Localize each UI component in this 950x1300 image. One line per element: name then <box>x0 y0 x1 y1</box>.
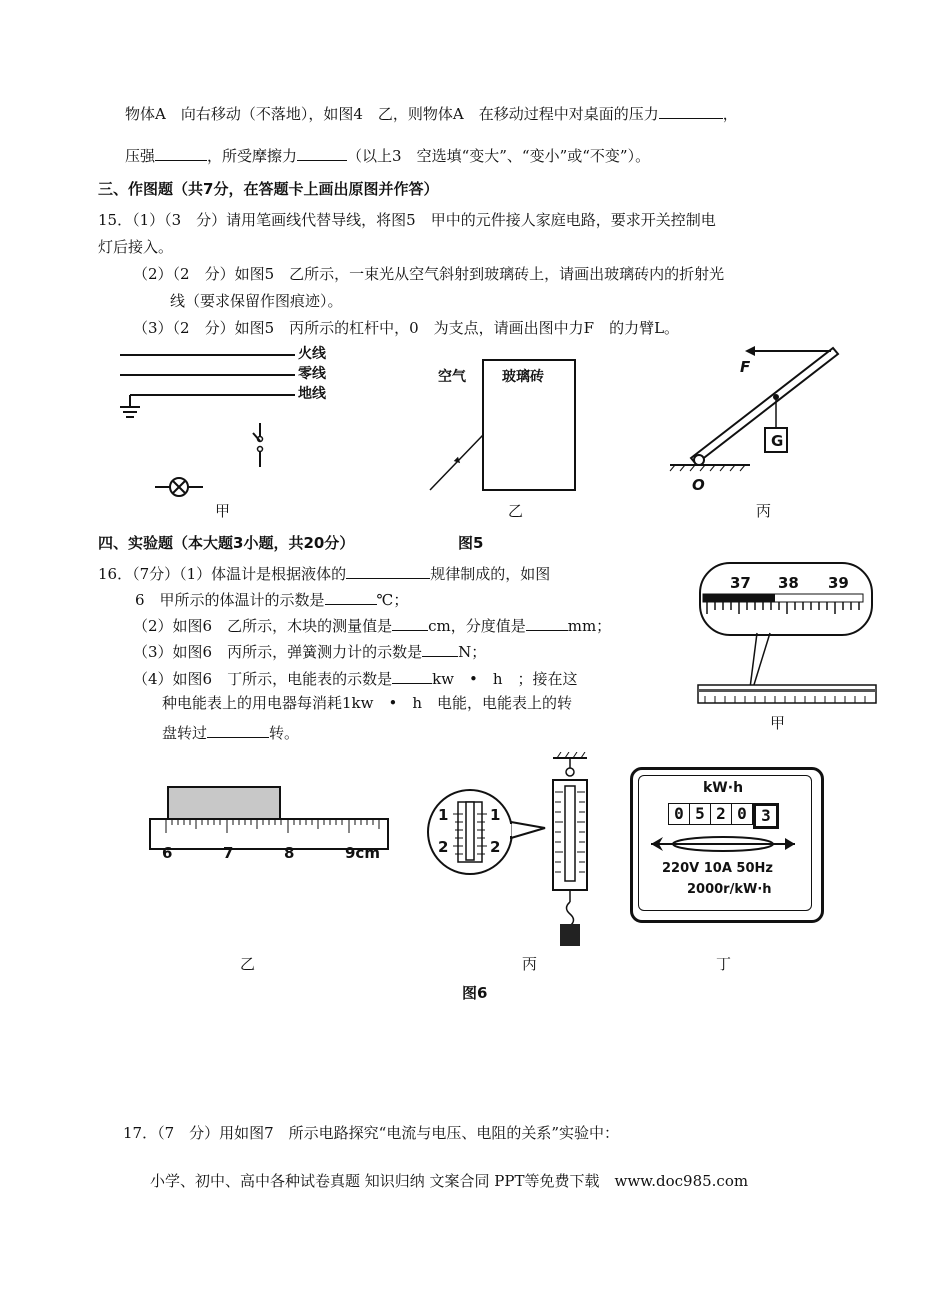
fig6-sub-d: 丁 <box>716 955 732 973</box>
fig5-sub-a: 甲 <box>215 502 231 520</box>
fig6-caption: 图6 <box>462 984 488 1002</box>
meter-disk-icon <box>645 832 805 856</box>
mercury-column <box>703 594 775 602</box>
scale-tick-1-right: 1 <box>490 806 501 824</box>
fig5-caption: 图5 <box>458 534 484 552</box>
scale-tick-1-left: 1 <box>438 806 449 824</box>
switch-icon <box>253 423 263 467</box>
meter-digit: 0 <box>668 803 690 825</box>
fig6-ruler <box>148 782 393 852</box>
fig6-sub-c: 丙 <box>522 955 538 973</box>
ground-symbol <box>120 395 140 417</box>
thermo-tick-38: 38 <box>778 574 799 592</box>
answer-blank[interactable] <box>207 723 269 738</box>
scale-tick-2-right: 2 <box>490 838 501 856</box>
q14-line1: 物体A 向右移动（不落地），如图4 乙，则物体A 在移动过程中对桌面的压力 ， <box>125 105 738 123</box>
lamp-icon <box>155 478 203 496</box>
answer-blank[interactable] <box>297 146 347 161</box>
answer-blank[interactable] <box>659 104 723 119</box>
ruler-tick-6: 6 <box>162 844 173 862</box>
q15-part3: （3）（2 分）如图5 丙所示的杠杆中，0 为支点，请画出图中力F 的力臂L。 <box>133 319 680 337</box>
fig6-sub-b: 乙 <box>240 955 256 973</box>
answer-blank[interactable] <box>422 642 458 657</box>
answer-blank[interactable] <box>392 616 428 631</box>
q16-line4: （3）如图6 丙所示，弹簧测力计的示数是 N； <box>133 643 487 661</box>
fig6-spring-scale <box>425 752 605 952</box>
footer-ad[interactable]: 小学、初中、高中各种试卷真题 知识归纳 文案合同 PPT等免费下载 www.doc985.com <box>150 1172 749 1190</box>
meter-digits <box>668 803 779 829</box>
weight-label: G <box>771 432 784 450</box>
air-label: 空气 <box>438 369 466 385</box>
meter-digit: 2 <box>711 803 732 825</box>
q15-part2-line1: （2）（2 分）如图5 乙所示，一束光从空气斜射到玻璃砖上，请画出玻璃砖内的折射光 <box>133 265 725 283</box>
q16-line2: 6 甲所示的体温计的示数是 ℃； <box>135 591 409 609</box>
hook-icon <box>567 902 574 926</box>
answer-blank[interactable] <box>392 669 432 684</box>
fig6-sub-a: 甲 <box>770 714 786 732</box>
answer-blank[interactable] <box>155 146 207 161</box>
q14-line2: 压强 ，所受摩擦力 （以上3 空选填“变大”、“变小”或“不变”）。 <box>125 147 651 165</box>
answer-blank[interactable] <box>346 564 430 579</box>
q17-text: 17．（7 分）用如图7 所示电路探究“电流与电压、电阻的关系”实验中： <box>123 1124 620 1142</box>
q16-line3: （2）如图6 乙所示，木块的测量值是 cm，分度值是 mm； <box>133 617 612 635</box>
meter-spec-line1: 220V 10A 50Hz <box>662 861 773 876</box>
ground-wire-label: 地线 <box>298 386 326 402</box>
q15-part2-line2: 线（要求保留作图痕迹）。 <box>170 292 343 310</box>
section4-heading: 四、实验题（本大题3小题，共20分） <box>98 534 355 552</box>
force-arrow-icon <box>745 346 755 356</box>
answer-blank[interactable] <box>526 616 568 631</box>
glass-label: 玻璃砖 <box>502 369 544 385</box>
neutral-wire-label: 零线 <box>298 366 326 382</box>
incident-ray <box>430 435 483 490</box>
fig5-lever-diagram <box>665 340 850 480</box>
meter-digit-decimal: 3 <box>753 803 779 829</box>
thermo-tick-37: 37 <box>730 574 751 592</box>
wood-block <box>168 787 280 819</box>
force-label: F <box>740 358 751 376</box>
live-wire-label: 火线 <box>298 346 326 362</box>
section3-heading: 三、作图题（共7分，在答题卡上画出原图并作答） <box>98 180 439 198</box>
meter-digit: 5 <box>690 803 711 825</box>
scale-tick-2-left: 2 <box>438 838 449 856</box>
q16-line5: （4）如图6 丁所示，电能表的示数是 kw • h ；接在这 <box>133 670 578 688</box>
ruler-tick-7: 7 <box>223 844 234 862</box>
meter-spec-line2: 2000r/kW·h <box>687 882 772 897</box>
ruler-tick-8: 8 <box>284 844 295 862</box>
answer-blank[interactable] <box>325 590 377 605</box>
thermo-tick-39: 39 <box>828 574 849 592</box>
q16-line7: 盘转过 转。 <box>162 724 300 742</box>
q16-line6: 种电能表上的用电器每消耗1kw • h 电能，电能表上的转 <box>162 694 572 712</box>
hanging-weight <box>560 924 580 946</box>
q15-part1-line2: 灯后接入。 <box>98 238 174 256</box>
fig5-sub-b: 乙 <box>508 502 524 520</box>
pivot-icon <box>694 455 704 465</box>
q16-line1: 16．（7分）（1）体温计是根据液体的 规律制成的，如图 <box>98 565 551 583</box>
meter-unit: kW·h <box>703 780 744 796</box>
pivot-label: O <box>692 476 705 494</box>
meter-digit: 0 <box>732 803 753 825</box>
q15-part1-line1: 15．（1）（3 分）请用笔画线代替导线，将图5 甲中的元件接人家庭电路，要求开关控制电 <box>98 211 716 229</box>
fig5-sub-c: 丙 <box>756 502 772 520</box>
ruler-tick-9cm: 9cm <box>345 844 380 862</box>
